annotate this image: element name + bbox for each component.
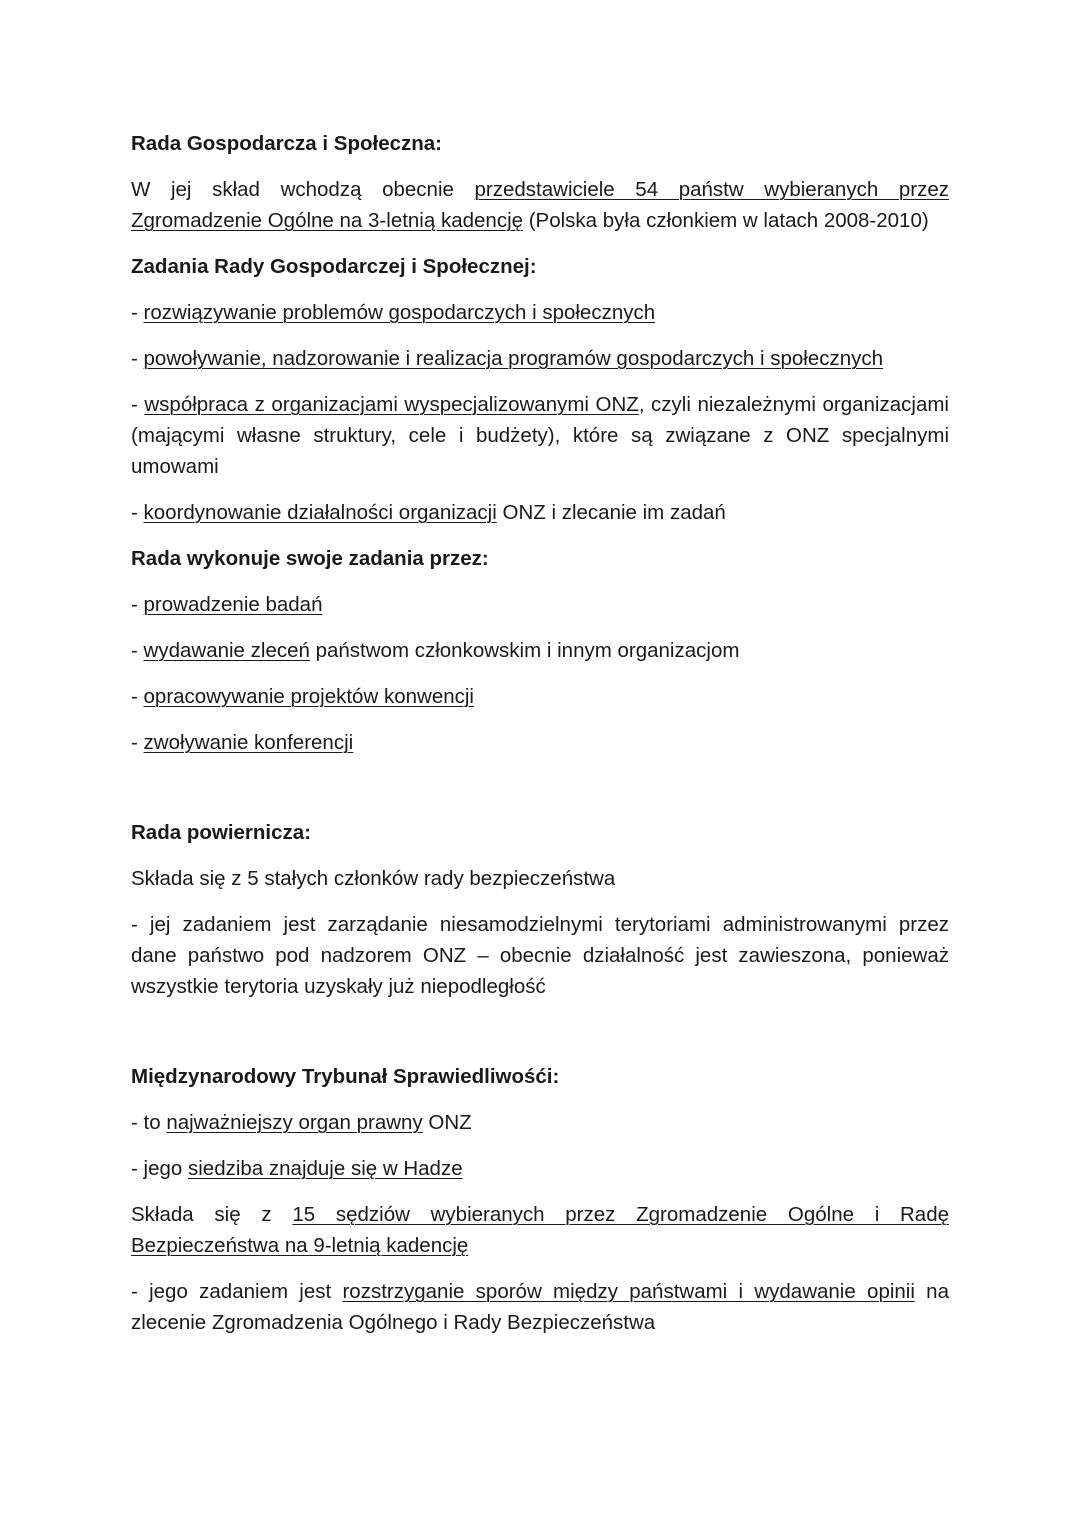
means-item	[131, 681, 949, 712]
court-item	[131, 1107, 949, 1138]
underlined-text: rozstrzyganie sporów między państwami i wydawanie opinii	[342, 1280, 915, 1303]
text-fragment: ONZ	[422, 1111, 472, 1134]
dash: -	[131, 593, 144, 616]
text-fragment: - to	[131, 1111, 167, 1134]
underlined-text: wydawanie zleceń	[143, 639, 310, 662]
dash: -	[131, 501, 144, 524]
dash: -	[131, 347, 144, 370]
means-item	[131, 727, 949, 758]
means-item	[131, 589, 949, 620]
section-heading-trusteeship-council: Rada powiernicza:	[131, 821, 311, 844]
document-page	[131, 128, 949, 1353]
dash: -	[131, 639, 144, 662]
underlined-text: przedstawiciele 54 państw wybieranych przez Zgromadzenie Ogólne na 3-letnią kadencję	[131, 178, 949, 232]
underlined-text: opracowywanie projektów konwencji	[143, 685, 474, 708]
text-fragment: - jego zadaniem jest	[131, 1280, 343, 1303]
underlined-text: koordynowanie działalności organizacji	[143, 501, 497, 524]
means-item	[131, 635, 949, 666]
trusteeship-composition: Składa się z 5 stałych członków rady bezpieczeństwa	[131, 867, 616, 890]
underlined-text: powoływanie, nadzorowanie i realizacja programów gospodarczych i społecznych	[143, 347, 884, 370]
text-fragment: W jej skład wchodzą obecnie	[131, 178, 475, 201]
dash: -	[131, 731, 144, 754]
dash: -	[131, 685, 144, 708]
dash: -	[131, 301, 144, 324]
section-spacer	[131, 1017, 949, 1061]
underlined-text: rozwiązywanie problemów gospodarczych i społecznych	[143, 301, 656, 324]
underlined-text: współpraca z organizacjami wyspecjalizowanymi ONZ	[144, 393, 639, 416]
task-item	[131, 389, 949, 482]
text-fragment: - jego	[131, 1157, 188, 1180]
task-item	[131, 343, 949, 374]
trusteeship-task: - jej zadaniem jest zarządanie niesamodzielnymi terytoriami administrowanymi przez dane państwo pod nadzorem ONZ – obecnie działalność jest zawieszona, ponieważ wszystkie terytoria uzyskały już niepodległość	[131, 913, 949, 998]
text-fragment: ONZ i zlecanie im zadań	[496, 501, 726, 524]
task-item	[131, 497, 949, 528]
court-task	[131, 1276, 949, 1338]
text-fragment: Składa się z	[131, 1203, 293, 1226]
text-fragment: , czyli niezależnymi organizacjami (mającymi własne struktury, cele i budżety), które są związane z ONZ specjalnymi umowami	[131, 393, 949, 478]
underlined-text: zwoływanie konferencji	[143, 731, 354, 754]
section-spacer	[131, 773, 949, 817]
council-composition-paragraph	[131, 174, 949, 236]
task-item	[131, 297, 949, 328]
dash: -	[131, 393, 145, 416]
court-composition	[131, 1199, 949, 1261]
text-fragment: na zlecenie Zgromadzenia Ogólnego i Rady Bezpieczeństwa	[131, 1280, 949, 1334]
section-heading-international-court: Międzynarodowy Trybunał Sprawiedliwośći:	[131, 1065, 560, 1088]
underlined-text: siedziba znajduje się w Hadze	[187, 1157, 463, 1180]
means-heading: Rada wykonuje swoje zadania przez:	[131, 547, 489, 570]
court-item	[131, 1153, 949, 1184]
underlined-text: prowadzenie badań	[143, 593, 323, 616]
text-fragment: państwom członkowskim i innym organizacjom	[309, 639, 740, 662]
section-heading-economic-social-council: Rada Gospodarcza i Społeczna:	[131, 132, 442, 155]
underlined-text: 15 sędziów wybieranych przez Zgromadzenie Ogólne i Radę Bezpieczeństwa na 9-letnią kadencję	[131, 1203, 949, 1257]
underlined-text: najważniejszy organ prawny	[166, 1111, 423, 1134]
text-fragment: (Polska była członkiem w latach 2008-2010)	[523, 209, 929, 232]
tasks-heading: Zadania Rady Gospodarczej i Społecznej:	[131, 255, 537, 278]
